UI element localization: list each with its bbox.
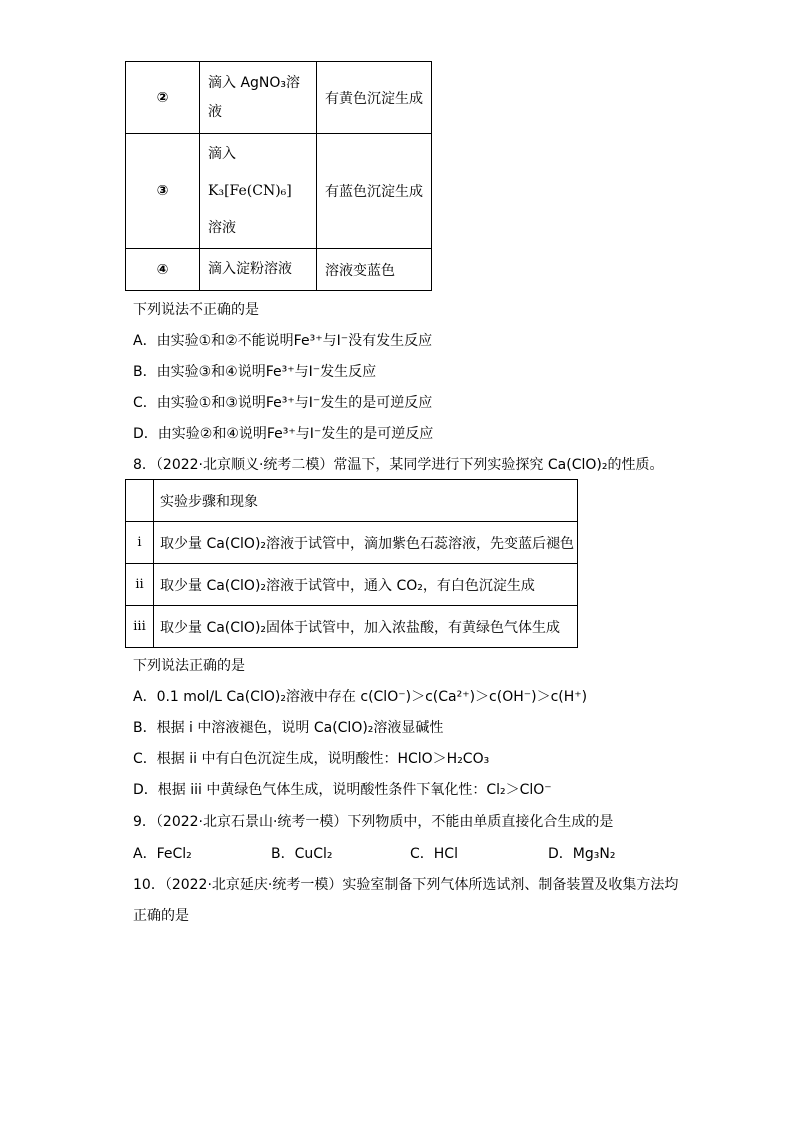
table-row [126,564,578,606]
option-d: D．Mg₃N₂ [548,846,616,862]
row-id: i [126,522,154,564]
table-row [126,249,432,291]
table-header: 实验步骤和现象 [154,480,578,522]
row-result: 有黄色沉淀生成 [317,62,432,134]
step-line: 滴入 [208,145,236,162]
step-line: 溶液 [208,219,236,236]
option-b: B．根据 i 中溶液褪色，说明 Ca(ClO)₂溶液显碱性 [133,720,444,736]
row-step [200,134,317,249]
step-line: 液 [208,103,222,120]
option-a: A．0.1 mol/L Ca(ClO)₂溶液中存在 c(ClO⁻)＞c(Ca²⁺)＞c(OH⁻)＞c(H⁺) [133,689,588,705]
option-b: B．由实验③和④说明Fe³⁺与I⁻发生反应 [133,364,377,380]
experiment-table-1 [125,61,432,291]
row-result: 溶液变蓝色 [317,249,432,291]
question-prompt: 下列说法正确的是 [133,658,245,674]
option-d: D．由实验②和④说明Fe³⁺与I⁻发生的是可逆反应 [133,426,434,442]
row-id: iii [126,606,154,648]
row-id: ③ [126,134,200,249]
option-c: C．HCl [410,846,458,862]
row-id: ② [126,62,200,134]
row-id: ④ [126,249,200,291]
table-row [126,62,432,134]
option-a: A．FeCl₂ [133,846,192,862]
experiment-table-2 [125,479,578,648]
table-row [126,606,578,648]
table-row [126,522,578,564]
option-c: C．由实验①和③说明Fe³⁺与I⁻发生的是可逆反应 [133,395,433,411]
row-result: 有蓝色沉淀生成 [317,134,432,249]
option-c: C．根据 ii 中有白色沉淀生成，说明酸性：HClO＞H₂CO₃ [133,751,490,767]
row-text: 取少量 Ca(ClO)₂溶液于试管中，通入 CO₂，有白色沉淀生成 [154,564,578,606]
question-prompt: 下列说法不正确的是 [133,302,259,318]
step-line: 滴入 AgNO₃溶 [208,74,301,91]
option-b: B．CuCl₂ [271,846,333,862]
question-stem-continued: 正确的是 [133,908,189,924]
question-stem: 10．（2022·北京延庆·统考一模）实验室制备下列气体所选试剂、制备装置及收集方法均 [133,877,679,893]
option-d: D．根据 iii 中黄绿色气体生成，说明酸性条件下氧化性：Cl₂＞ClO⁻ [133,782,552,798]
row-text: 取少量 Ca(ClO)₂固体于试管中，加入浓盐酸，有黄绿色气体生成 [154,606,578,648]
option-a: A．由实验①和②不能说明Fe³⁺与I⁻没有发生反应 [133,333,433,349]
row-step: 滴入淀粉溶液 [200,249,317,291]
question-stem: 9．（2022·北京石景山·统考一模）下列物质中，不能由单质直接化合生成的是 [133,814,614,830]
table-row [126,480,578,522]
row-step [200,62,317,134]
row-text: 取少量 Ca(ClO)₂溶液于试管中，滴加紫色石蕊溶液，先变蓝后褪色 [154,522,578,564]
question-stem: 8．（2022·北京顺义·统考二模）常温下，某同学进行下列实验探究 Ca(ClO)₂的性质。 [133,457,664,473]
row-id: ii [126,564,154,606]
table-row [126,134,432,249]
step-line: K₃[Fe(CN)₆] [208,182,292,199]
